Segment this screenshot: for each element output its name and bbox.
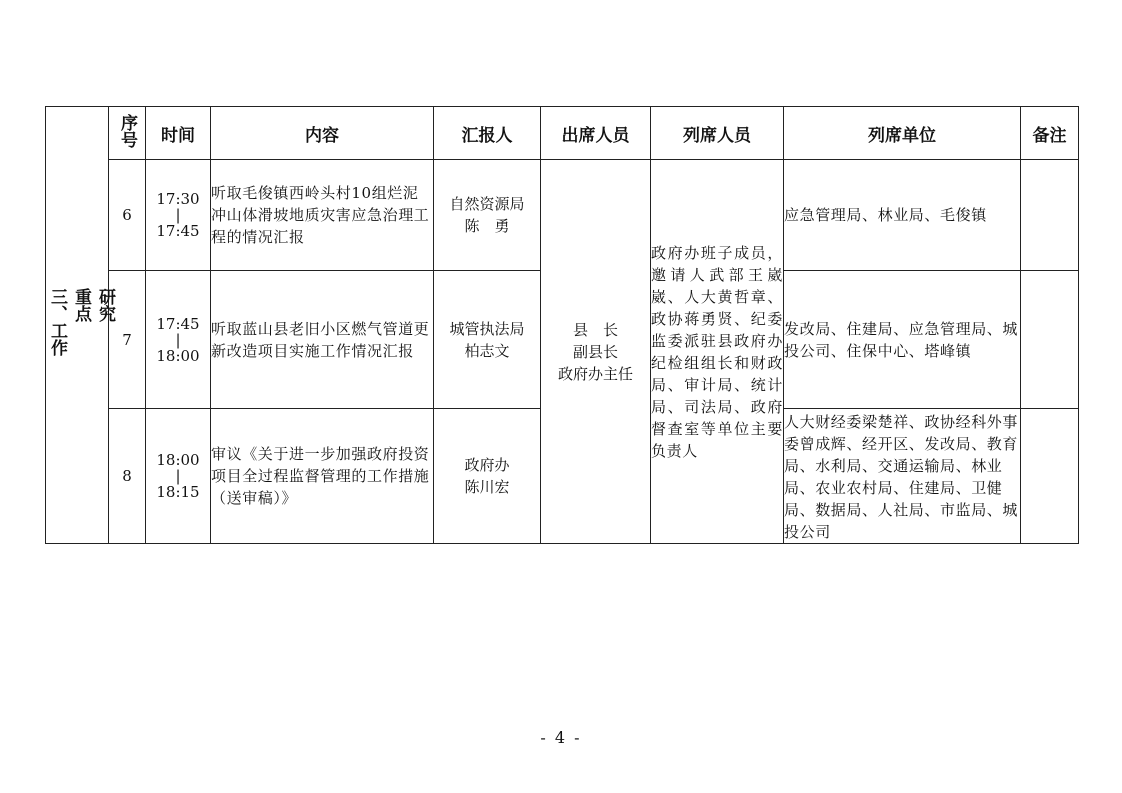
row-seq: 6 — [109, 160, 146, 271]
header-observers: 列席人员 — [651, 107, 784, 160]
table-row — [46, 160, 1079, 271]
header-row — [46, 107, 1079, 160]
attendee-line: 县 长 — [572, 320, 618, 339]
header-units: 列席单位 — [784, 107, 1021, 160]
row-units: 应急管理局、林业局、毛俊镇 — [784, 160, 1021, 271]
row-reporter: 自然资源局 陈 勇 — [434, 160, 541, 271]
observers-cell: 政府办班子成员，邀请人武部王崴崴、人大黄哲章、政协蒋勇贤、纪委监委派驻县政府办纪检组组长和财政局、审计局、统计局、司法局、政府督查室等单位主要负责人 — [651, 160, 784, 544]
row-seq: 7 — [109, 271, 146, 409]
attendee-line: 副县长 — [572, 342, 618, 361]
section-label-line: 重点 — [71, 288, 91, 322]
row-reporter: 政府办 陈川宏 — [434, 409, 541, 544]
header-seq: 序号 — [109, 107, 146, 160]
row-remarks — [1021, 160, 1079, 271]
header-content: 内容 — [211, 107, 434, 160]
attendees-cell — [541, 160, 651, 544]
row-seq: 8 — [109, 409, 146, 544]
row-units: 人大财经委梁楚祥、政协经科外事委曾成辉、经开区、发改局、教育局、水利局、交通运输局、林业局、农业农村局、住建局、卫健局、数据局、人社局、市监局、城投公司 — [784, 409, 1021, 544]
header-reporter: 汇报人 — [434, 107, 541, 160]
row-units: 发改局、住建局、应急管理局、城投公司、住保中心、塔峰镇 — [784, 271, 1021, 409]
section-label — [46, 107, 115, 544]
row-content: 听取毛俊镇西岭头村10组烂泥冲山体滑坡地质灾害应急治理工程的情况汇报 — [211, 160, 434, 271]
row-remarks — [1021, 409, 1079, 544]
row-time: 17:45 | 18:00 — [146, 271, 211, 409]
row-remarks — [1021, 271, 1079, 409]
header-time: 时间 — [146, 107, 211, 160]
row-reporter: 城管执法局 柏志文 — [434, 271, 541, 409]
row-time: 17:30 | 17:45 — [146, 160, 211, 271]
section-label-line: 三、工作 — [47, 288, 67, 356]
attendee-line: 政府办主任 — [557, 364, 633, 383]
header-remarks: 备注 — [1021, 107, 1079, 160]
header-attendees: 出席人员 — [541, 107, 651, 160]
row-time: 18:00 | 18:15 — [146, 409, 211, 544]
row-content: 审议《关于进一步加强政府投资项目全过程监督管理的工作措施（送审稿）》 — [211, 409, 434, 544]
section-label-line: 研究 — [95, 288, 115, 322]
row-content: 听取蓝山县老旧小区燃气管道更新改造项目实施工作情况汇报 — [211, 271, 434, 409]
schedule-table — [45, 106, 1079, 544]
page-number: - 4 - — [540, 728, 582, 747]
